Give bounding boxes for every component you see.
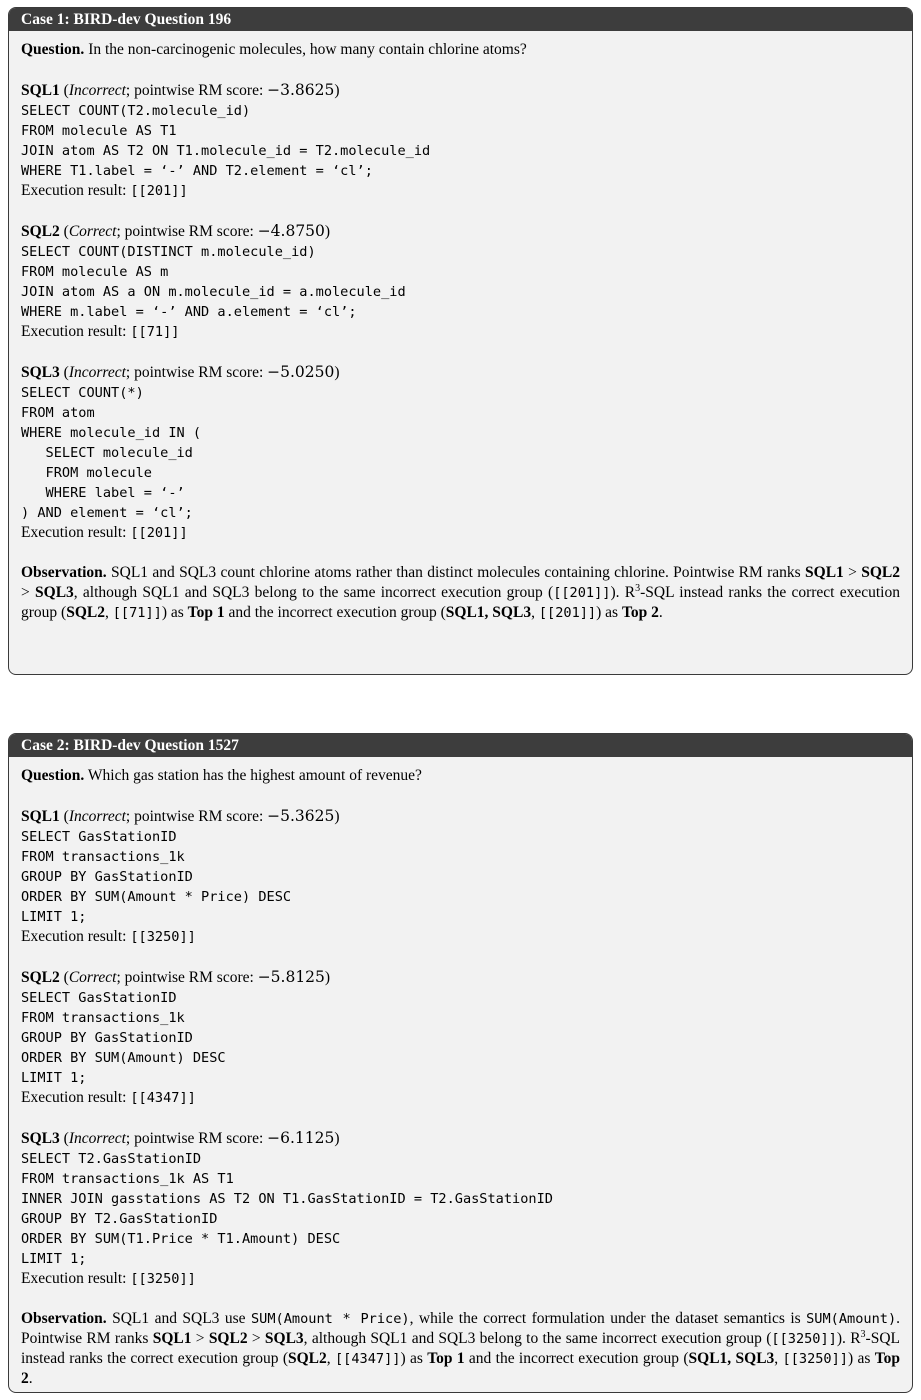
case-1-title: Case 1: BIRD-dev Question 196	[9, 8, 912, 31]
case-2-title: Case 2: BIRD-dev Question 1527	[9, 734, 912, 757]
sql-heading: SQL1 (Incorrect; pointwise RM score: −3.8625)	[21, 81, 340, 99]
case-1-sql2	[21, 221, 900, 342]
sql-code: SELECT GasStationID FROM transactions_1k GROUP BY GasStationID ORDER BY SUM(Amount) DESC LIMIT 1;	[21, 990, 226, 1086]
case-2-sql1	[21, 806, 900, 947]
case-1-sql3	[21, 362, 900, 543]
sql-heading: SQL3 (Incorrect; pointwise RM score: −6.1125)	[21, 1129, 340, 1147]
sql-heading: SQL2 (Correct; pointwise RM score: −4.8750)	[21, 222, 331, 240]
sql-heading: SQL3 (Incorrect; pointwise RM score: −5.0250)	[21, 363, 340, 381]
execution-result: Execution result: [[3250]]	[21, 1270, 196, 1287]
case-2-sql3	[21, 1128, 900, 1289]
case-2-sql2	[21, 967, 900, 1108]
sql-heading: SQL2 (Correct; pointwise RM score: −5.8125)	[21, 968, 331, 986]
sql-code: SELECT COUNT(DISTINCT m.molecule_id) FROM molecule AS m JOIN atom AS a ON m.molecule_id = a.molecule_id WHERE m.label = ‘-’ AND a.element = ‘cl’;	[21, 244, 406, 320]
execution-result: Execution result: [[4347]]	[21, 1089, 196, 1106]
case-1-question: Question. In the non-carcinogenic molecules, how many contain chlorine atoms?	[21, 41, 527, 58]
case-1-box	[8, 7, 913, 675]
rm-score: −3.8625	[267, 81, 335, 99]
rm-score: −4.8750	[257, 222, 325, 240]
case-1-observation: Observation. SQL1 and SQL3 count chlorine atoms rather than distinct molecules containing chlorine. Pointwise RM ranks SQL1 > SQL2 > SQL3, although SQL1 and SQL3 belong to the same incorrect execution group ([[201]]). $R^3$-SQL instead ranks the correct execution group (SQL2, [[71]]) as Top 1 and the incorrect execution group (SQL1, SQL3, [[201]]) as Top 2.	[21, 564, 900, 621]
sql-heading: SQL1 (Incorrect; pointwise RM score: −5.3625)	[21, 807, 340, 825]
execution-result: Execution result: [[201]]	[21, 524, 188, 541]
question-text: Which gas station has the highest amount of revenue?	[87, 767, 422, 784]
sql-code: SELECT T2.GasStationID FROM transactions_1k AS T1 INNER JOIN gasstations AS T2 ON T1.GasStationID = T2.GasStationID GROUP BY T2.GasStationID ORDER BY SUM(T1.Price * T1.Amount) DESC LIMIT 1;	[21, 1151, 553, 1267]
sql-code: SELECT COUNT(T2.molecule_id) FROM molecule AS T1 JOIN atom AS T2 ON T1.molecule_id = T2.molecule_id WHERE T1.label = ‘-’ AND T2.element = ‘cl’;	[21, 103, 431, 179]
question-text: In the non-carcinogenic molecules, how many contain chlorine atoms?	[88, 41, 527, 58]
rm-score: −5.0250	[267, 363, 335, 381]
case-2-box	[8, 733, 913, 1393]
execution-result: Execution result: [[71]]	[21, 323, 180, 340]
case-2-observation: Observation. SQL1 and SQL3 use SUM(Amount * Price), while the correct formulation under the dataset semantics is SUM(Amount). Pointwise RM ranks SQL1 > SQL2 > SQL3, although SQL1 and SQL3 belong to the same incorrect execution group ([[3250]]). $R^3$-SQL instead ranks the correct execution group (SQL2, [[4347]]) as Top 1 and the incorrect execution group (SQL1, SQL3, [[3250]]) as Top 2.	[21, 1310, 901, 1387]
execution-result: Execution result: [[201]]	[21, 182, 188, 199]
sql-code: SELECT GasStationID FROM transactions_1k GROUP BY GasStationID ORDER BY SUM(Amount * Price) DESC LIMIT 1;	[21, 829, 292, 925]
rm-score: −5.8125	[257, 968, 325, 986]
case-2-question: Question. Which gas station has the highest amount of revenue?	[21, 767, 422, 784]
rm-score: −6.1125	[267, 1129, 335, 1147]
sql-code: SELECT COUNT(*) FROM atom WHERE molecule_id IN ( SELECT molecule_id FROM molecule WHERE label = ‘-’ ) AND element = ‘cl’;	[21, 385, 202, 521]
execution-result: Execution result: [[3250]]	[21, 928, 196, 945]
case-1-sql1	[21, 80, 900, 201]
rm-score: −5.3625	[267, 807, 335, 825]
